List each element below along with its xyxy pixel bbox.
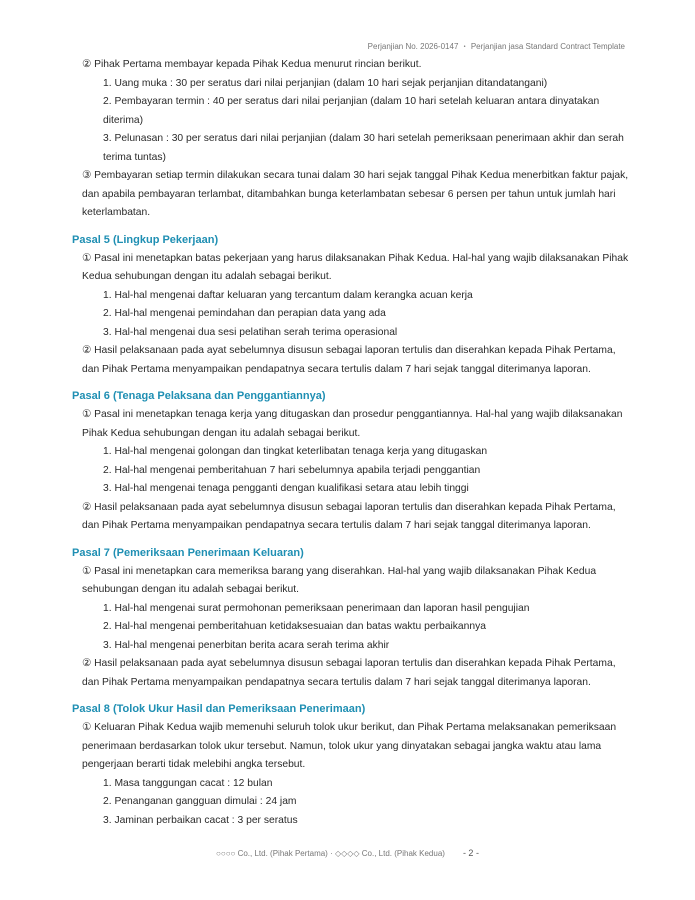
pasal-6-paragraph-1: ① Pasal ini menetapkan tenaga kerja yang ditugaskan dan prosedur penggantiannya. Hal-hal yang wajib dilaksanakan Pihak Kedua sehubungan dengan itu adalah sebagai berikut. <box>82 409 623 439</box>
list-item: 1. Hal-hal mengenai golongan dan tingkat keterlibatan tenaga kerja yang ditugaskan <box>103 446 488 457</box>
list-item: 1. Hal-hal mengenai daftar keluaran yang tercantum dalam kerangka acuan kerja <box>103 289 473 301</box>
list-item: 1. Masa tanggungan cacat : 12 bulan <box>103 777 273 789</box>
list-item: 3. Pelunasan : 30 per seratus dari nilai perjanjian (dalam 30 hari setelah pemeriksaan penerimaan akhir dan serah terima tuntas) <box>103 133 624 163</box>
list-item: 2. Hal-hal mengenai pemberitahuan ketidaksesuaian dan batas waktu perbaikannya <box>103 621 486 632</box>
section-heading-pasal-8: Pasal 8 (Tolok Ukur Hasil dan Pemeriksaan Penerimaan) <box>72 703 366 715</box>
list-item: 3. Hal-hal mengenai tenaga pengganti dengan kualifikasi setara atau lebih tinggi <box>103 483 469 494</box>
page-header: Perjanjian No. 2026-0147 ・ Perjanjian jasa Standard Contract Template <box>367 42 625 51</box>
section-heading-pasal-7: Pasal 7 (Pemeriksaan Penerimaan Keluaran) <box>72 546 304 559</box>
payment-paragraph-2: ② Pihak Pertama membayar kepada Pihak Kedua menurut rincian berikut. <box>82 59 422 70</box>
pasal-5-paragraph-1: ① Pasal ini menetapkan batas pekerjaan yang harus dilaksanakan Pihak Kedua. Hal-hal yang wajib dilaksanakan Pihak Kedua sehubungan dengan itu adalah sebagai berikut. <box>82 252 629 282</box>
list-item: 3. Hal-hal mengenai dua sesi pelatihan serah terima operasional <box>103 326 398 338</box>
list-item: 2. Penanganan gangguan dimulai : 24 jam <box>103 796 297 807</box>
pasal-5-paragraph-2: ② Hasil pelaksanaan pada ayat sebelumnya disusun sebagai laporan tertulis dan diserahkan kepada Pihak Pertama, dan Pihak Pertama menyampaikan pendapatnya secara tertulis dalam 7 hari sejak tanggal diterimanya laporan. <box>82 345 616 375</box>
document-body <box>72 56 632 830</box>
footer-parties: ○○○○ Co., Ltd. (Pihak Pertama) · ◇◇◇◇ Co., Ltd. (Pihak Kedua) <box>216 849 445 858</box>
section-heading-pasal-5: Pasal 5 (Lingkup Pekerjaan) <box>72 233 219 246</box>
pasal-8-paragraph-1: ① Keluaran Pihak Kedua wajib memenuhi seluruh tolok ukur berikut, dan Pihak Pertama melaksanakan pemeriksaan penerimaan berdasarkan tolok ukur tersebut. Namun, tolok ukur yang dinyatakan sebagai jangka waktu atau lama pengerjaan berarti tidak melebihi angka tersebut. <box>82 722 617 770</box>
pasal-7-paragraph-1: ① Pasal ini menetapkan cara memeriksa barang yang diserahkan. Hal-hal yang wajib dilaksanakan Pihak Kedua sehubungan dengan itu adalah sebagai berikut. <box>82 565 597 595</box>
list-item: 2. Pembayaran termin : 40 per seratus dari nilai perjanjian (dalam 10 hari setelah keluaran antara dinyatakan diterima) <box>103 96 600 126</box>
page-number: - 2 - <box>462 848 479 858</box>
list-item: 1. Hal-hal mengenai surat permohonan pemeriksaan penerimaan dan laporan hasil pengujian <box>103 602 530 614</box>
list-item: 3. Jaminan perbaikan cacat : 3 per seratus <box>103 814 298 826</box>
list-item: 2. Hal-hal mengenai pemberitahuan 7 hari sebelumnya apabila terjadi penggantian <box>103 464 481 476</box>
payment-paragraph-3: ③ Pembayaran setiap termin dilakukan secara tunai dalam 30 hari sejak tanggal Pihak Kedua menerbitkan faktur pajak, dan apabila pembayaran terlambat, ditambahkan bunga keterlambatan sebesar 6 persen per tahun untuk jumlah hari keterlambatan. <box>82 170 629 218</box>
page-footer <box>0 848 695 858</box>
list-item: 1. Uang muka : 30 per seratus dari nilai perjanjian (dalam 10 hari sejak perjanjian ditandatangani) <box>103 77 548 89</box>
pasal-6-paragraph-2: ② Hasil pelaksanaan pada ayat sebelumnya disusun sebagai laporan tertulis dan diserahkan kepada Pihak Pertama, dan Pihak Pertama menyampaikan pendapatnya secara tertulis dalam 7 hari sejak tanggal diterimanya laporan. <box>82 501 616 531</box>
list-item: 2. Hal-hal mengenai pemindahan dan perapian data yang ada <box>103 308 386 319</box>
section-heading-pasal-6: Pasal 6 (Tenaga Pelaksana dan Penggantiannya) <box>72 390 326 402</box>
pasal-7-paragraph-2: ② Hasil pelaksanaan pada ayat sebelumnya disusun sebagai laporan tertulis dan diserahkan kepada Pihak Pertama, dan Pihak Pertama menyampaikan pendapatnya secara tertulis dalam 7 hari sejak tanggal diterimanya laporan. <box>82 658 616 688</box>
list-item: 3. Hal-hal mengenai penerbitan berita acara serah terima akhir <box>103 639 390 651</box>
